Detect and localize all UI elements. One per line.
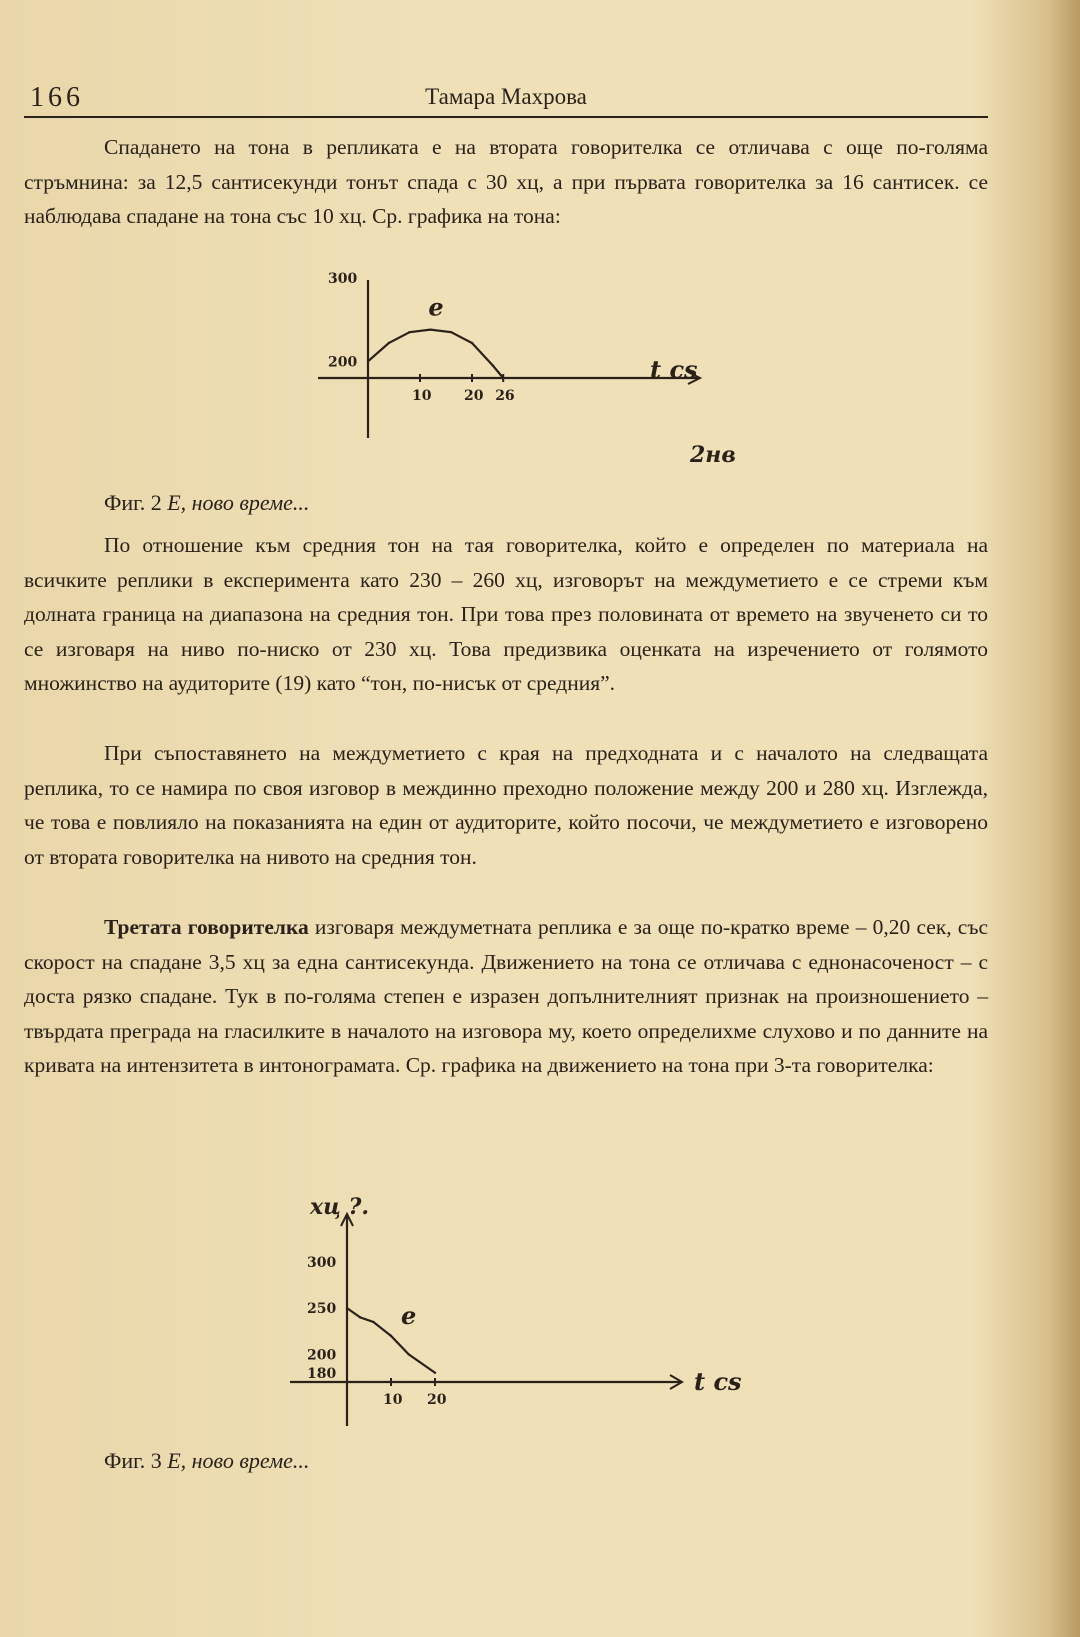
fig3-x-axis-label: t cs [694,1367,742,1396]
fig3-data-point [359,1316,361,1318]
figure-3-chart [270,1190,790,1440]
fig3-xtick-label: 20 [427,1392,447,1408]
fig2-data-point [408,331,410,333]
fig3-annotation: хц ?. [310,1194,369,1220]
fig2-xtick-label: 10 [412,388,432,404]
fig3-ytick-label: 200 [307,1347,337,1364]
fig2-data-point [492,364,494,366]
fig2-data-point [450,331,452,333]
fig2-ytick-label: 200 [328,354,358,371]
fig2-xtick-label: 26 [495,388,515,404]
third-speaker-label: Третата говорителка [104,915,309,939]
fig2-data-point [367,360,369,362]
fig3-data-point [407,1353,409,1355]
fig3-xtick-label: 10 [383,1392,403,1408]
fig3-series-label: е [401,1300,417,1330]
fig3-ytick-label: 300 [307,1255,337,1271]
fig2-ytick-label: 300 [328,271,358,287]
fig3-caption-title: Е, ново време... [167,1448,310,1473]
running-title: Тамара Махрова [425,84,587,109]
fig2-data-point [429,328,431,330]
paragraph-2: По отношение към средния тон на тая говорителка, който е определен по материала на всичките реплики в експеримента като 230 – 260 хц, изговорът на междуметието е се стреми към долната граница на диапазона на средния тон. При това през половината от времето на звученето си то се изговаря на ниво по-ниско от 230 хц. Това предизвика оценката на изречението от голямото множинство на аудиторите (19) като “тон, по-нисък от средния”. [24,533,988,696]
fig2-series-label: е [428,292,444,322]
fig3-caption-prefix: Фиг. 3 [104,1448,168,1473]
fig2-data-point [388,342,390,344]
figure-2-chart [290,270,770,470]
fig3-data-point [434,1372,436,1374]
fig2-caption-prefix: Фиг. 2 [104,490,168,515]
fig2-xtick-label: 20 [464,388,484,404]
fig3-data-point [390,1335,392,1337]
figure-3-caption [104,1448,309,1474]
fig2-annotation: 2нв [690,442,736,468]
fig3-data-point [372,1321,374,1323]
paragraph-3: При съпоставянето на междуметието с края на предходната и с началото на следващата реплика, то се намира по своя изговор в междинно преходно положение между 200 и 280 хц. Изглежда, че това е повлияло на показанията на един от аудиторите, който посочи, че междуметието е изговорено от втората говорителка на нивото на средния тон. [24,741,988,869]
fig3-data-point [346,1307,348,1309]
figure-2-caption [104,490,309,516]
fig3-ytick-label: 250 [307,1301,337,1318]
page-number: 166 [30,82,84,113]
paragraph-4 [24,910,988,1083]
fig2-x-axis-label: t cs [650,355,698,384]
fig2-series-line [368,330,503,378]
paragraph-1: Спадането на тона в репликата е на втората говорителка се отличава с още по-голяма стръмнина: за 12,5 сантисекунди тонът спада с 30 хц, а при първата говорителка за 16 сантисек. се наблюдава спадане на тона със 10 хц. Ср. графика на тона: [24,135,988,229]
fig3-ytick-label: 180 [307,1365,337,1382]
fig2-data-point [471,342,473,344]
paragraph-4-text: изговаря междуметната реплика е за още по-кратко време – 0,20 сек, със скорост на спадане 3,5 хц за една сантисекунда. Движението на тона се отличава с еднонасоченост – с доста рязко спадане. Тук в по-голяма степен е изразен допълнителният признак на произношението – твърдата преграда на гласилките в началото на изговора му, което определихме слухово и по данните на кривата на интензитета в интонограмата. Ср. графика на движението на тона при 3-та говорителка: [24,915,988,1078]
page-header [24,82,988,118]
fig2-data-point [502,377,504,379]
fig2-caption-title: Е, ново време... [167,490,310,515]
